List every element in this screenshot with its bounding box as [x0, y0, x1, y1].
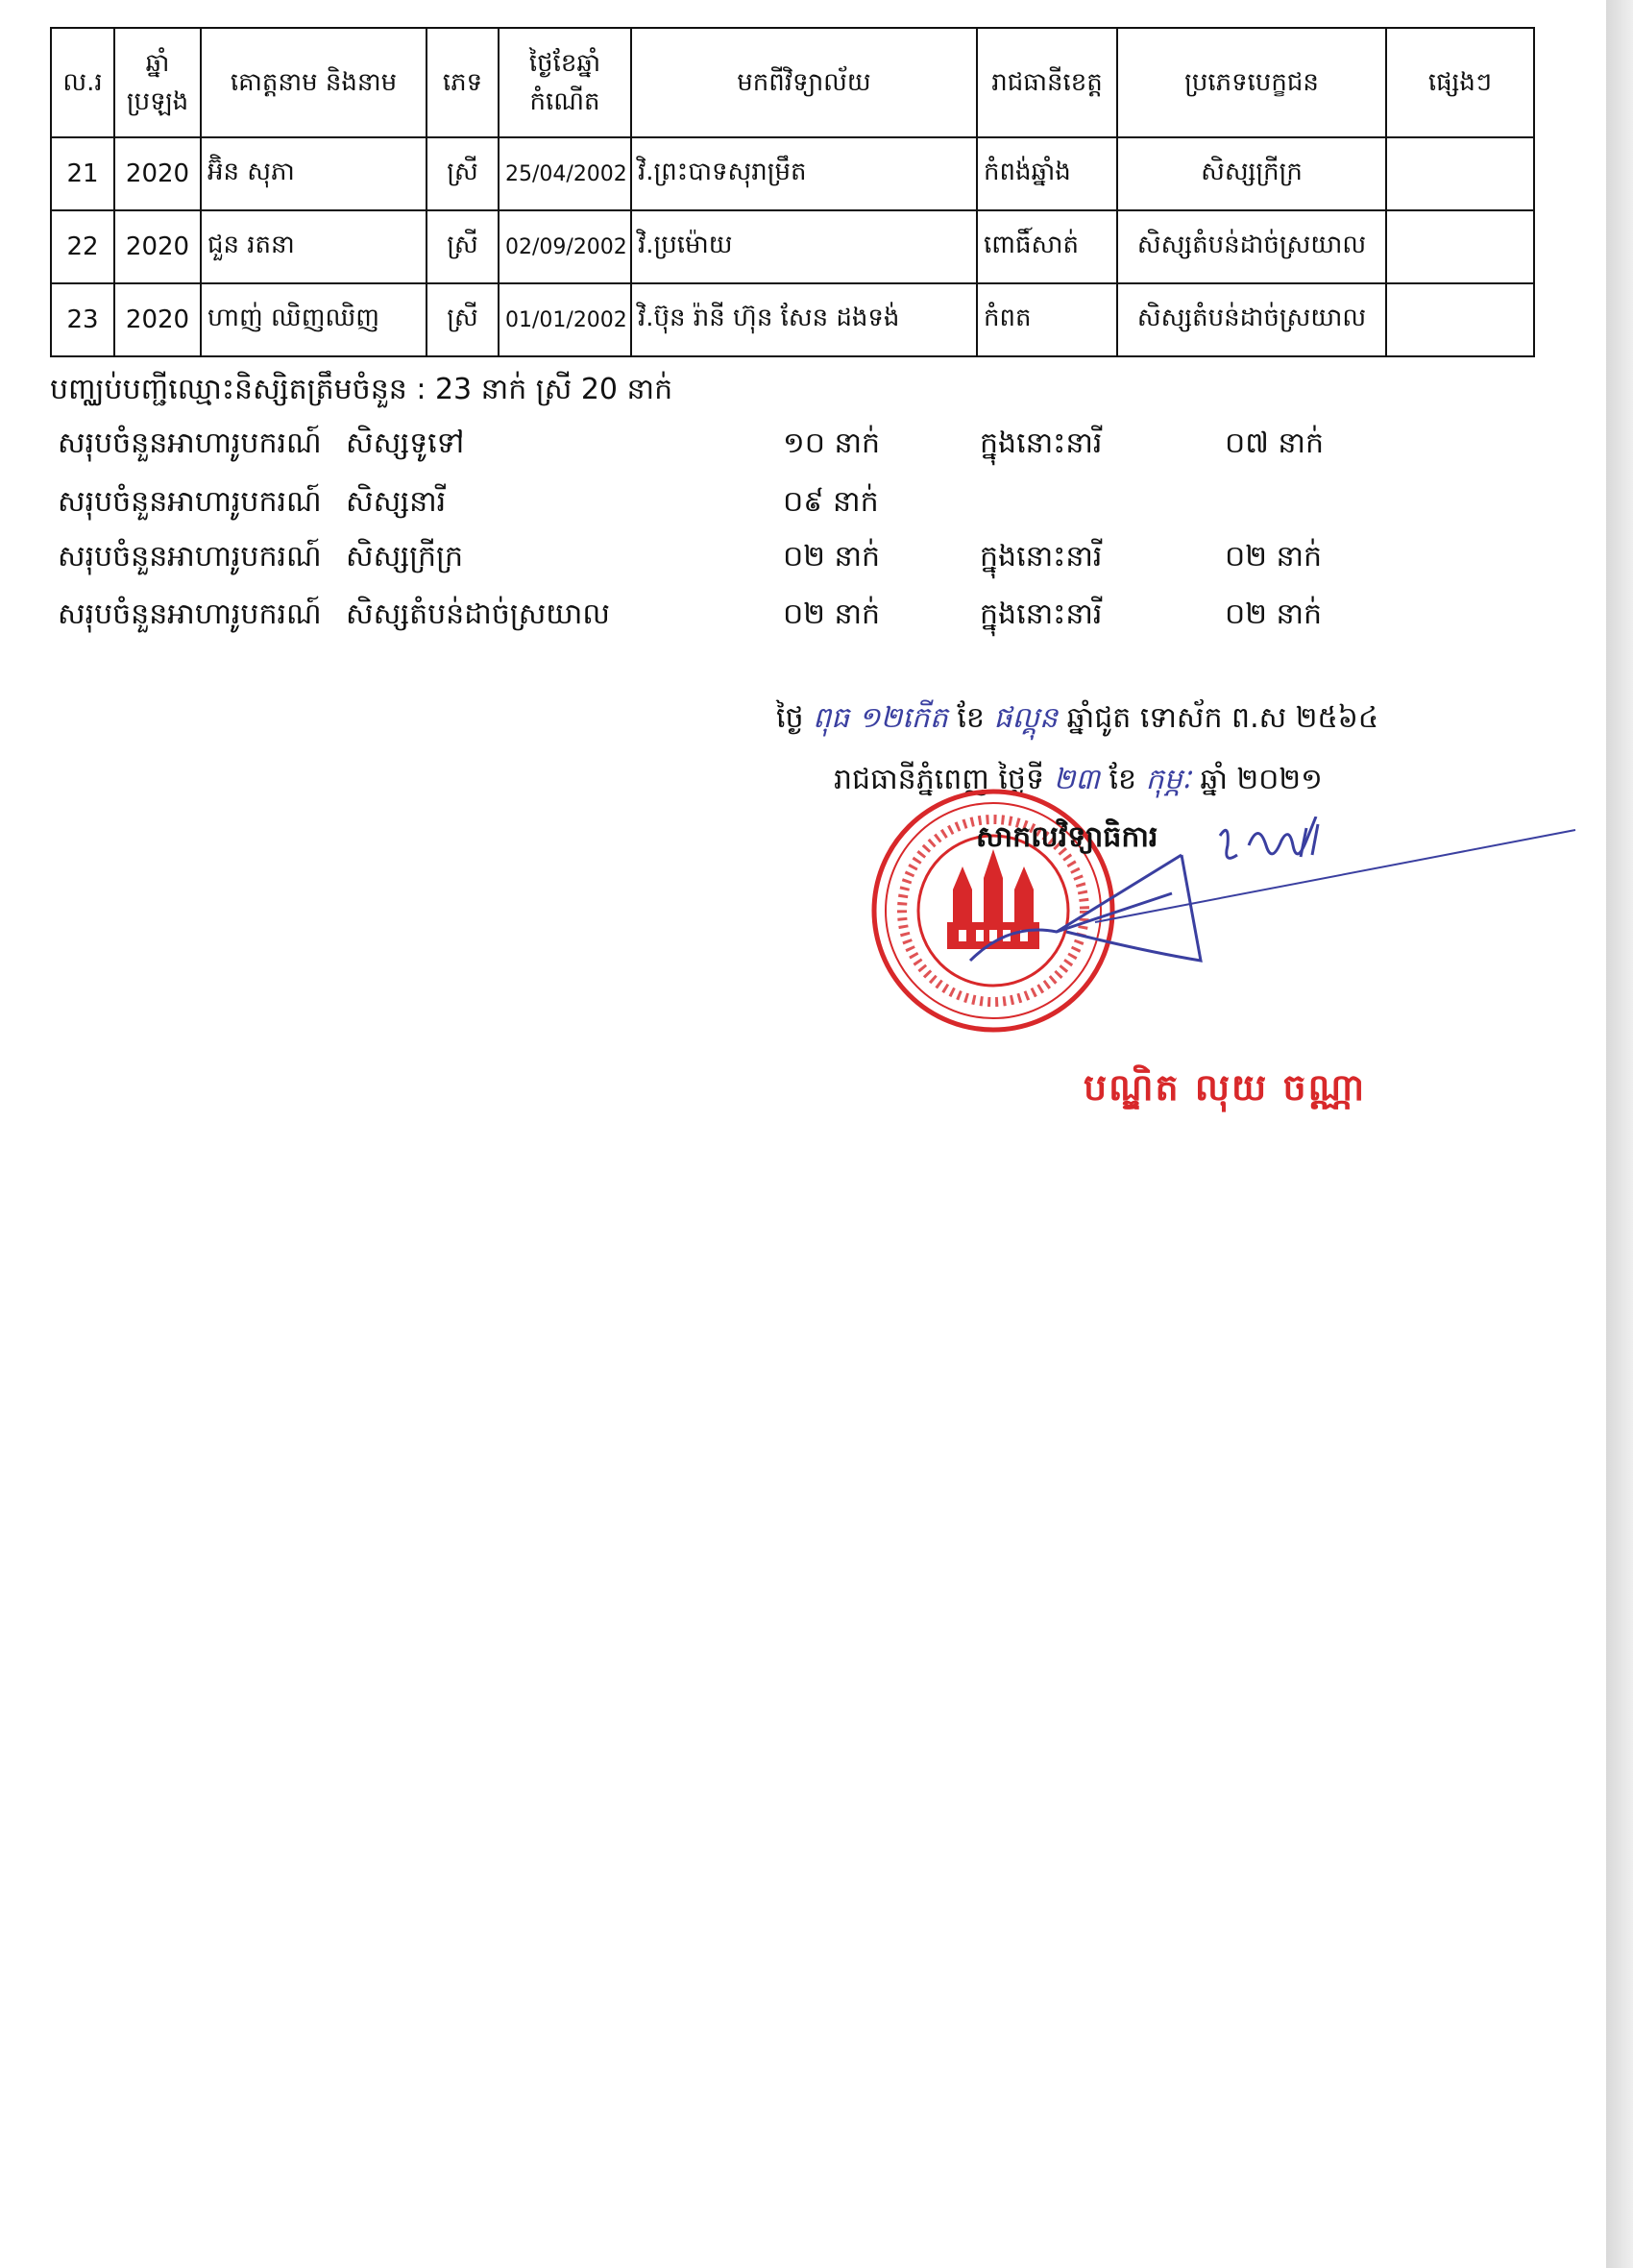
summary-count: ១០ នាក់: [783, 427, 881, 460]
cell-no: 22: [51, 210, 114, 283]
cell-no: 21: [51, 137, 114, 210]
cell-sex: ស្រី: [427, 283, 499, 356]
cell-no: 23: [51, 283, 114, 356]
cell-other: [1386, 137, 1534, 210]
month-handwritten: កុម្ភៈ: [1145, 763, 1191, 796]
cell-type: សិស្សតំបន់ដាច់ស្រយាល: [1117, 283, 1386, 356]
signatory-title: សាកលវិទ្យាធិការ: [976, 820, 1158, 854]
cell-name: អ៊ិន សុភា: [201, 137, 427, 210]
lunar-date-line: [776, 699, 1378, 742]
cell-other: [1386, 283, 1534, 356]
summary-female-count: ០៧ នាក់: [1225, 427, 1324, 460]
summary-row: [58, 596, 1402, 638]
month-word: ខែ: [1109, 763, 1137, 796]
summary-among: ក្នុងនោះនារី: [980, 540, 1103, 573]
cell-year: 2020: [114, 210, 201, 283]
summary-category: សិស្សទូទៅ: [346, 427, 465, 460]
cell-school: វិ.ព្រះបាទសុរាម្រឹត: [631, 137, 977, 210]
summary-row: [58, 483, 1402, 525]
cell-year: 2020: [114, 137, 201, 210]
summary-category: សិស្សក្រីក្រ: [346, 540, 464, 573]
summary-female-count: ០២ នាក់: [1225, 540, 1323, 573]
header-no: ល.រ: [51, 28, 114, 137]
cell-school: វិ.ប្រម៉ោយ: [631, 210, 977, 283]
summary-among: ក្នុងនោះនារី: [980, 597, 1103, 631]
header-other: ផ្សេងៗ: [1386, 28, 1534, 137]
summary-count: ០៩ នាក់: [783, 485, 879, 519]
day-handwritten: ២៣: [1053, 763, 1100, 796]
cell-year: 2020: [114, 283, 201, 356]
header-sex: ភេទ: [427, 28, 499, 137]
year-part: ឆ្នាំ ២០២១: [1200, 763, 1323, 796]
summary-label: សរុបចំនួនអាហារូបករណ៍: [58, 540, 322, 573]
summary-row: [58, 538, 1402, 580]
cell-dob: 25/04/2002: [499, 137, 631, 210]
handwritten-signature: [961, 817, 1585, 1009]
cell-dob: 02/09/2002: [499, 210, 631, 283]
summary-category: សិស្សនារី: [346, 485, 447, 519]
table-row: [51, 283, 1534, 356]
cell-province: ពោធិ៍សាត់: [977, 210, 1117, 283]
cell-type: សិស្សតំបន់ដាច់ស្រយាល: [1117, 210, 1386, 283]
date-prefix: ថ្ងៃ: [776, 701, 804, 735]
cell-province: កំពត: [977, 283, 1117, 356]
cell-other: [1386, 210, 1534, 283]
summary-count: ០២ នាក់: [783, 540, 881, 573]
table-row: [51, 210, 1534, 283]
summary-among: ក្នុងនោះនារី: [980, 427, 1103, 460]
summary-label: សរុបចំនួនអាហារូបករណ៍: [58, 597, 322, 631]
cell-province: កំពង់ឆ្នាំង: [977, 137, 1117, 210]
cell-school: វិ.ប៊ុន រ៉ានី ហ៊ុន សែន ដងទង់: [631, 283, 977, 356]
cell-name: ជួន រតនា: [201, 210, 427, 283]
cell-sex: ស្រី: [427, 210, 499, 283]
summary-row: [58, 425, 1402, 467]
signatory-name: បណ្ឌិត លុយ ចណ្ណា: [1084, 1066, 1367, 1109]
table-row: [51, 137, 1534, 210]
header-province: រាជធានីខេត្ត: [977, 28, 1117, 137]
cell-name: ហាញ់ ឈិញឈិញ: [201, 283, 427, 356]
place-prefix: រាជធានីភ្នំពេញ ថ្ងៃទី: [834, 763, 1045, 796]
header-school: មកពីវិទ្យាល័យ: [631, 28, 977, 137]
scan-edge: [1606, 0, 1633, 2268]
month-word: ខែ: [957, 701, 985, 735]
header-name: គោត្តនាម និងនាម: [201, 28, 427, 137]
lunar-month-handwritten: ផល្គុន: [993, 701, 1059, 735]
cell-dob: 01/01/2002: [499, 283, 631, 356]
summary-count: ០២ នាក់: [783, 597, 881, 631]
header-year: ឆ្នាំប្រឡង: [114, 28, 201, 137]
summary-label: សរុបចំនួនអាហារូបករណ៍: [58, 427, 322, 460]
cell-sex: ស្រី: [427, 137, 499, 210]
table-header-row: [51, 28, 1534, 137]
lunar-day-handwritten: ពុធ ១២កើត: [813, 701, 948, 735]
summary-category: សិស្សតំបន់ដាច់ស្រយាល: [346, 597, 610, 631]
header-dob: ថ្ងៃខែឆ្នាំកំណើត: [499, 28, 631, 137]
students-table: [50, 27, 1535, 357]
cell-type: សិស្សក្រីក្រ: [1117, 137, 1386, 210]
year-cycle: ឆ្នាំជូត ទោស័ក ព.ស ២៥៦៤: [1066, 701, 1379, 735]
summary-label: សរុបចំនួនអាហារូបករណ៍: [58, 485, 322, 519]
header-type: ប្រភេទបេក្ខជន: [1117, 28, 1386, 137]
total-students-line: បញ្ឈប់បញ្ជីឈ្មោះនិស្សិតត្រឹមចំនួន : 23 នាក់ ស្រី 20 នាក់: [50, 373, 673, 406]
summary-female-count: ០២ នាក់: [1225, 597, 1323, 631]
